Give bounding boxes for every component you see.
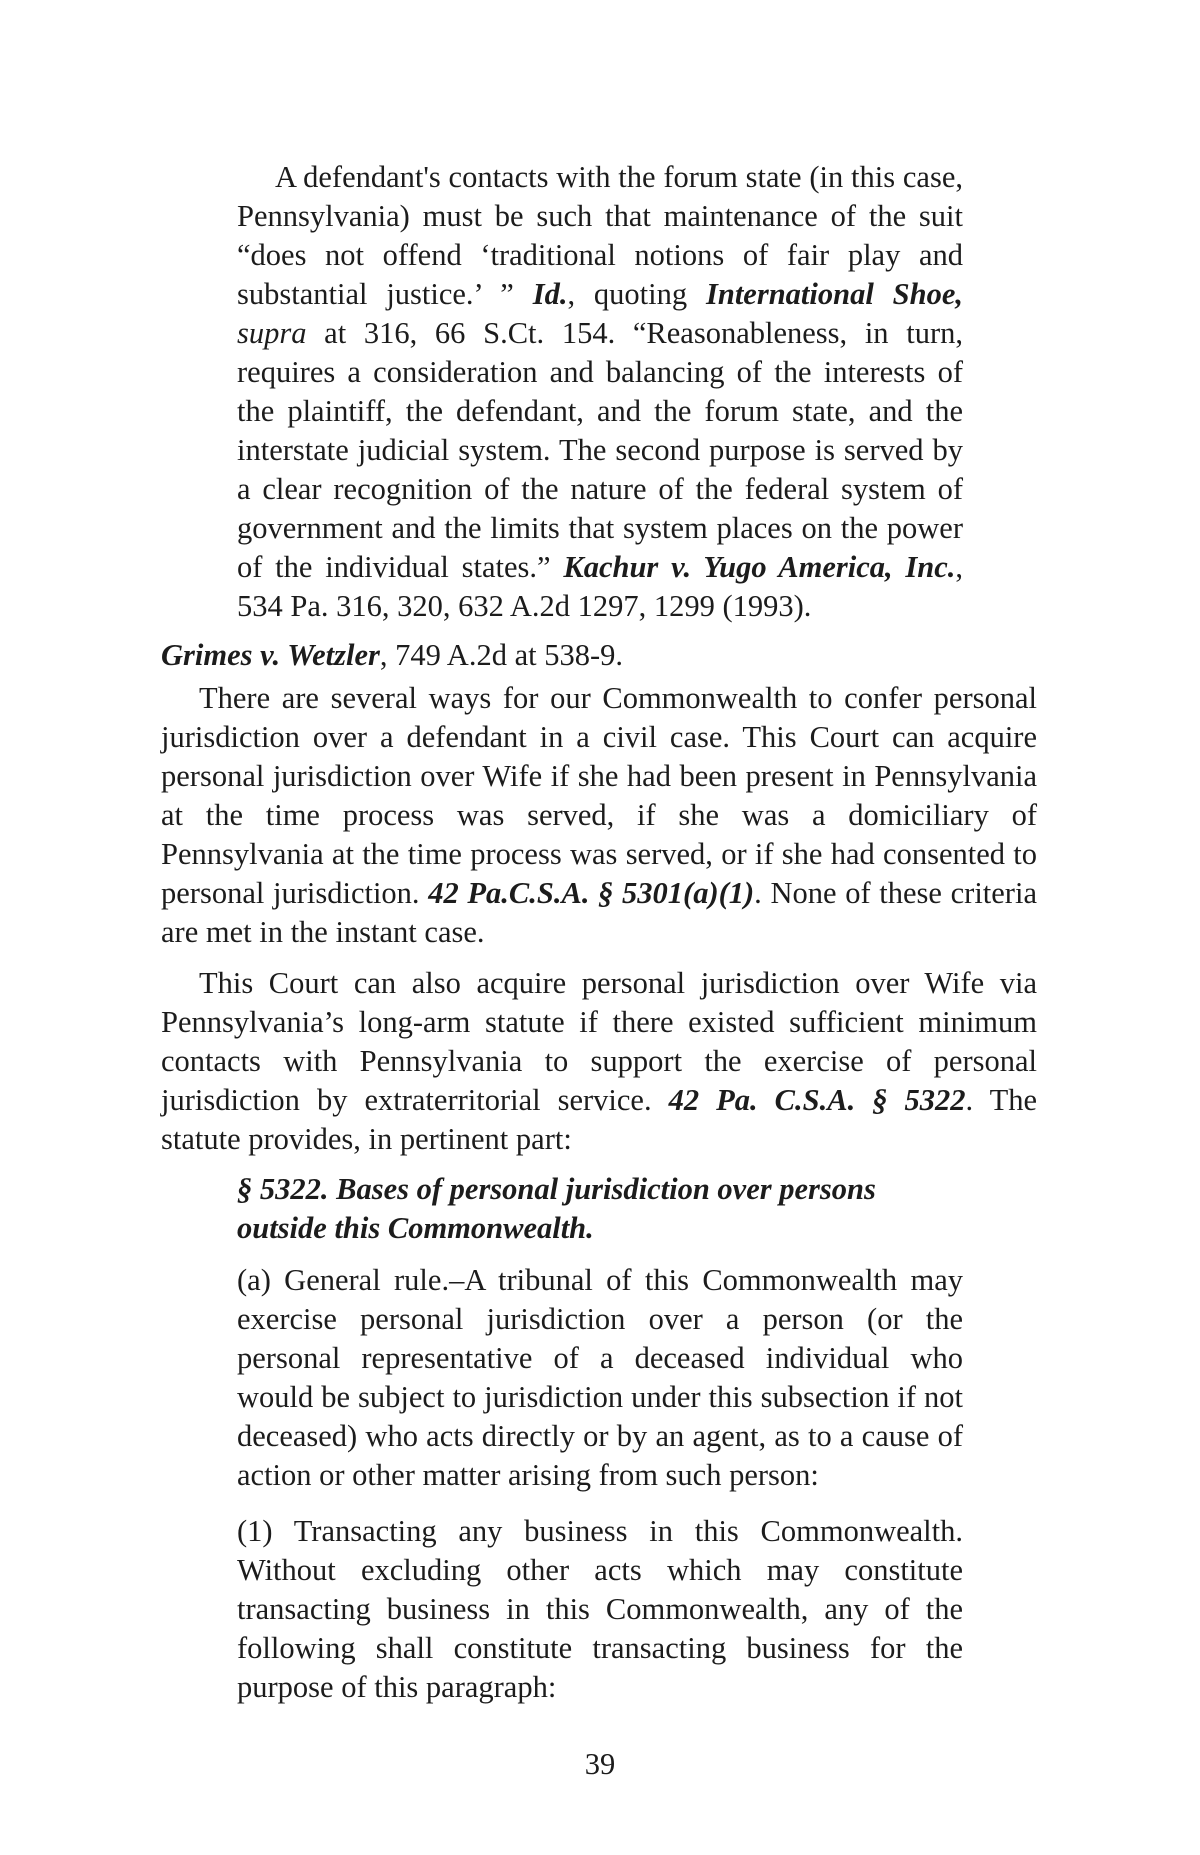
paragraph-3-text-1: This Court can also acquire personal jurisdiction over Wife via Pennsylvania’s long-arm statute if there existed sufficient minimum contacts with Pennsylvania to support the exercise of personal jurisdiction by extraterritorial service. [161, 966, 1037, 1117]
grimes-case-name: Grimes v. Wetzler [161, 638, 380, 672]
quote-text-1: A defendant's contacts with the forum state (in this case, Pennsylvania) must be such that maintenance of the suit “does not offend ‘traditional notions of fair play and substantial justice.’ ” [237, 160, 963, 311]
paragraph-2-text-2: . None of these criteria are met in the instant case. [161, 876, 1037, 949]
kachur-citation: Kachur v. Yugo America, Inc. [563, 550, 956, 584]
statute-5301-citation: 42 Pa.C.S.A. § 5301(a)(1) [428, 876, 755, 910]
id-citation: Id. [532, 277, 568, 311]
statute-general-rule: (a) General rule.–A tribunal of this Commonwealth may exercise personal jurisdiction over a person (or the personal representative of a deceased individual who would be subject to jurisdiction under this subsection if not deceased) who acts directly or by an agent, as to a cause of action or other matter arising from such person: [237, 1263, 963, 1492]
grimes-citation-rest: , 749 A.2d at 538-9. [379, 638, 623, 672]
paragraph-2-text-1: There are several ways for our Commonwealth to confer personal jurisdiction over a defendant in a civil case. This Court can acquire personal jurisdiction over Wife if she had been present in Pennsylvania at the time process was served, if she was a domiciliary of Pennsylvania at the time process was served, or if she had consented to personal jurisdiction. [161, 681, 1037, 910]
body-paragraph-long-arm [161, 964, 1037, 1159]
statute-heading: § 5322. Bases of personal jurisdiction over persons outside this Commonwealth. [237, 1172, 876, 1245]
statute-5322-citation: 42 Pa. C.S.A. § 5322 [668, 1083, 966, 1117]
body-paragraph-jurisdiction [161, 679, 1037, 952]
statute-subsection-1: (1) Transacting any business in this Commonwealth. Without excluding other acts which may constitute transacting business in this Commonwealth, any of the following shall constitute transacting business for the purpose of this paragraph: [237, 1514, 963, 1704]
block-quote-paragraph [237, 158, 963, 626]
grimes-citation-line [161, 636, 963, 675]
page-number: 39 [584, 1747, 616, 1781]
quote-text-5: , 534 Pa. 316, 320, 632 A.2d 1297, 1299 (1993). [237, 550, 964, 623]
international-shoe-citation: International Shoe, [705, 277, 963, 311]
quote-text-4: at 316, 66 S.Ct. 154. “Reasonableness, in turn, requires a consideration and balancing of the interests of the plaintiff, the defendant, and the forum state, and the interstate judicial system. The second purpose is served by a clear recognition of the nature of the federal system of government and the limits that system places on the power of the individual states.” [237, 316, 963, 584]
paragraph-3-text-2: . The statute provides, in pertinent part: [161, 1083, 1037, 1156]
supra-term: supra [237, 316, 307, 350]
quote-text-2: , quoting [567, 277, 706, 311]
